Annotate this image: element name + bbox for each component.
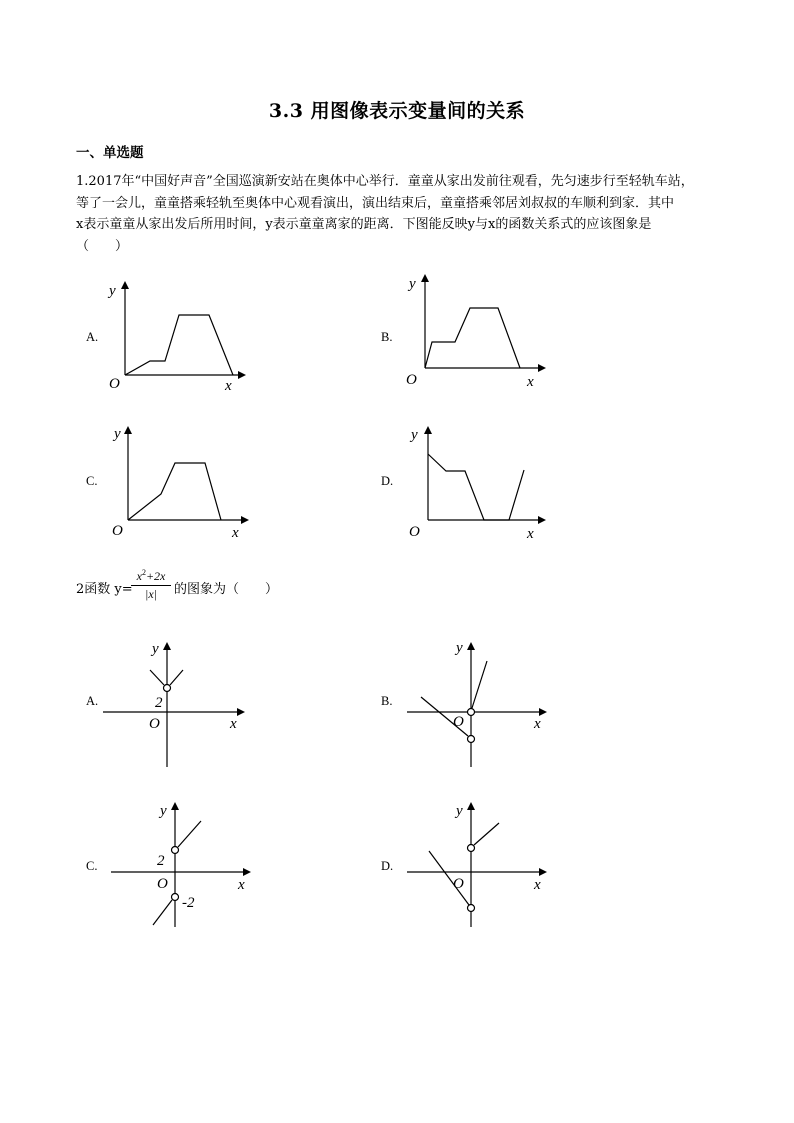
q1-option-d-label: D. xyxy=(381,474,394,488)
open-circle xyxy=(468,905,475,912)
y-intercept-label: 2 xyxy=(157,853,165,869)
q1-option-c-label: C. xyxy=(86,474,98,488)
question-1-line: x表示童童从家出发后所用时间，y表示童童离家的距离．下图能反映y与x的函数关系式的应该图象是 xyxy=(76,217,652,232)
q2-graph-a xyxy=(97,635,257,775)
origin-label: O xyxy=(157,876,168,892)
y-axis-label: y xyxy=(160,803,167,819)
open-circle xyxy=(172,894,179,901)
q1-graph-d xyxy=(403,420,553,545)
x-axis-arrow xyxy=(243,868,251,876)
x-axis-arrow xyxy=(538,364,546,372)
q1-graph-a xyxy=(100,275,250,400)
x-axis-label: x xyxy=(534,877,541,893)
y-axis-arrow xyxy=(467,642,475,650)
graph-ray-right xyxy=(178,821,201,847)
function-fraction xyxy=(131,568,171,602)
graph-line xyxy=(125,315,233,375)
y-axis-label: y xyxy=(152,641,159,657)
numerator-rest: +2x xyxy=(145,569,166,583)
q2-graph-c xyxy=(105,795,265,935)
y-axis-label: y xyxy=(456,803,463,819)
origin-label: O xyxy=(112,523,123,539)
origin-label: O xyxy=(453,714,464,730)
y-axis-arrow xyxy=(124,426,132,434)
origin-label: O xyxy=(406,372,417,388)
graph-ray-left xyxy=(153,900,172,925)
x-axis-arrow xyxy=(241,516,249,524)
q2-option-c-label: C. xyxy=(86,859,98,873)
section-heading: 一、单选题 xyxy=(76,145,144,161)
q1-graph-c xyxy=(103,420,253,545)
question-1-line: 等了一会儿，童童搭乘轻轨至奥体中心观看演出，演出结束后，童童搭乘邻居刘叔叔的车顺利到家．其中 xyxy=(76,195,675,211)
question-2-tail: 的图象为（ ） xyxy=(174,582,279,597)
fraction-denominator: |x| xyxy=(145,587,157,601)
origin-label: O xyxy=(453,876,464,892)
fraction-numerator xyxy=(131,568,171,586)
x-axis-label: x xyxy=(534,716,541,732)
origin-label: O xyxy=(149,716,160,732)
x-axis-arrow xyxy=(238,371,246,379)
graph-ray-right xyxy=(472,661,487,708)
y-axis-label: y xyxy=(109,283,116,299)
x-axis-label: x xyxy=(230,716,237,732)
y-axis-label: y xyxy=(411,427,418,443)
q2-option-a-label: A. xyxy=(86,694,99,708)
q1-graph-b xyxy=(400,268,550,393)
question-1-text xyxy=(76,171,726,257)
graph-ray-left xyxy=(150,670,164,685)
y-intercept-neg-label: -2 xyxy=(182,895,195,911)
y-axis-label: y xyxy=(409,276,416,292)
y-axis-arrow xyxy=(467,802,475,810)
x-axis-arrow xyxy=(538,516,546,524)
question-1-line: （ ） xyxy=(76,238,129,254)
y-axis-arrow xyxy=(163,642,171,650)
numerator-exponent: 2 xyxy=(141,568,146,577)
x-axis-label: x xyxy=(232,525,239,541)
x-axis-label: x xyxy=(225,378,232,394)
q1-option-b-label: B. xyxy=(381,330,393,344)
graph-ray-right xyxy=(474,823,499,845)
graph-line xyxy=(428,454,524,520)
open-circle xyxy=(468,845,475,852)
open-circle xyxy=(468,736,475,743)
y-axis-arrow xyxy=(421,274,429,282)
origin-label: O xyxy=(109,376,120,392)
y-axis-label: y xyxy=(114,426,121,442)
open-circle xyxy=(468,709,475,716)
graph-ray-right xyxy=(170,670,183,685)
y-axis-arrow xyxy=(424,426,432,434)
x-axis-arrow xyxy=(539,868,547,876)
x-axis-label: x xyxy=(527,374,534,390)
q2-graph-d xyxy=(401,795,561,935)
origin-label: O xyxy=(409,524,420,540)
y-axis-label: y xyxy=(456,640,463,656)
x-axis-arrow xyxy=(237,708,245,716)
y-intercept-label: 2 xyxy=(155,695,163,711)
x-axis-arrow xyxy=(539,708,547,716)
y-axis-arrow xyxy=(171,802,179,810)
open-circle xyxy=(164,685,171,692)
page-title: 3.3 用图像表示变量间的关系 xyxy=(268,100,526,122)
q1-option-a-label: A. xyxy=(86,330,99,344)
x-axis-label: x xyxy=(527,526,534,542)
open-circle xyxy=(172,847,179,854)
graph-line xyxy=(128,463,221,520)
question-1-line: 1.2017年“中国好声音”全国巡演新安站在奥体中心举行．童童从家出发前往观看，先匀速步行至轻轨车站， xyxy=(76,174,694,189)
graph-line xyxy=(425,308,520,368)
q2-graph-b xyxy=(401,635,561,775)
x-axis-label: x xyxy=(238,877,245,893)
question-2-lead: 2函数 y= xyxy=(76,582,133,597)
q2-option-b-label: B. xyxy=(381,694,393,708)
q2-option-d-label: D. xyxy=(381,859,394,873)
y-axis-arrow xyxy=(121,281,129,289)
numerator-base: x xyxy=(136,569,142,583)
